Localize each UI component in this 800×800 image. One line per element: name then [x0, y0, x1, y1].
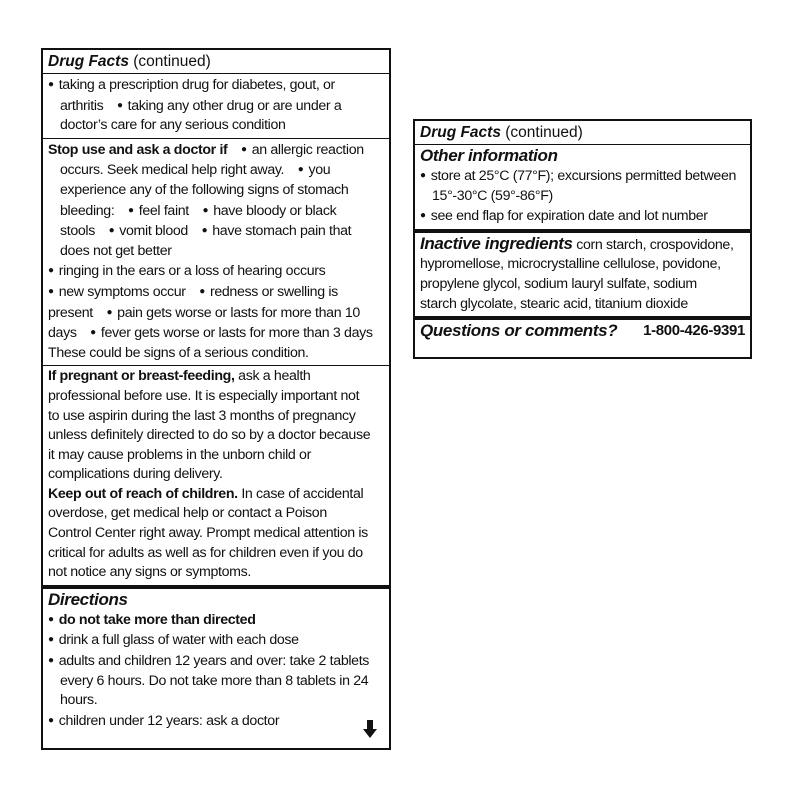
drug-facts-panel-right [413, 119, 752, 359]
inactive-ingredients-heading: Inactive ingredients [420, 233, 573, 253]
directions-section [43, 585, 389, 734]
text-line: Control Center right away. Prompt medical attention is [48, 525, 368, 542]
text-line: complications during delivery. [48, 466, 223, 483]
panel-title-suffix: (continued) [500, 124, 583, 141]
other-information-section [415, 145, 750, 229]
panel-header [415, 121, 750, 145]
directions-heading: Directions [48, 589, 128, 609]
text-line: arthritis [60, 97, 104, 114]
warnings-continued-section [43, 74, 389, 138]
bullet-item: ● adults and children 12 years and over: take 2 tablets [48, 653, 369, 669]
panel-title: Drug Facts [420, 124, 501, 141]
text-line: hours. [60, 692, 98, 709]
phone-number: 1-800-426-9391 [643, 322, 745, 340]
keep-out-heading: Keep out of reach of children. [48, 485, 238, 502]
text-line: unless definitely directed to do so by a doctor because [48, 427, 371, 444]
questions-section [415, 316, 750, 343]
bullet-item: ● feel faint [118, 203, 189, 219]
bullet-item: ● have bloody or black [192, 203, 336, 219]
text-line: propylene glycol, sodium lauryl sulfate, sodium [420, 275, 697, 292]
text-line: present [48, 304, 93, 321]
bullet-item: ● redness or swelling is [189, 284, 338, 300]
panel-title-suffix: (continued) [128, 53, 211, 70]
text-line: starch glycolate, stearic acid, titanium dioxide [420, 295, 688, 312]
bullet-item: ● you [288, 162, 331, 178]
text-line: In case of accidental [237, 485, 364, 502]
text-line: professional before use. It is especially important not [48, 387, 360, 404]
bullet-item: ● see end flap for expiration date and lot number [420, 208, 708, 224]
bullet-item: ● vomit blood [99, 223, 188, 239]
text-line: stools [60, 223, 95, 240]
text-line: not notice any signs or symptoms. [48, 564, 251, 581]
down-arrow-icon [363, 720, 377, 738]
text-line: it may cause problems in the unborn child or [48, 446, 311, 463]
stop-use-heading: Stop use and ask a doctor if [48, 141, 228, 158]
text-line: hypromellose, microcrystalline cellulose, povidone, [420, 256, 721, 273]
text-line: bleeding: [60, 202, 115, 219]
panel-header [43, 50, 389, 74]
pregnancy-heading: If pregnant or breast-feeding, [48, 368, 235, 385]
text-line: 15°-30°C (59°-86°F) [432, 187, 553, 204]
bullet-item: ● have stomach pain that [192, 223, 352, 239]
bullet-item: ● new symptoms occur [48, 284, 186, 300]
bullet-item: ● pain gets worse or lasts for more than 10 [96, 305, 359, 321]
text-line: every 6 hours. Do not take more than 8 tablets in 24 [60, 672, 369, 689]
bullet-item: ● do not take more than directed [48, 612, 256, 628]
text-line: These could be signs of a serious condition. [48, 344, 309, 361]
pregnancy-section [43, 365, 389, 585]
text-line: does not get better [60, 242, 172, 259]
text-line: corn starch, crospovidone, [572, 236, 734, 253]
other-information-heading: Other information [420, 146, 558, 165]
stop-use-section [43, 138, 389, 366]
bullet-item: ● store at 25°C (77°F); excursions permitted between [420, 168, 736, 184]
bullet-item: ● drink a full glass of water with each dose [48, 632, 299, 648]
bullet-item: ● children under 12 years: ask a doctor [48, 713, 279, 729]
text-line: ask a health [234, 368, 311, 385]
drug-facts-panel-left [41, 48, 391, 750]
panel-title: Drug Facts [48, 53, 129, 70]
text-line: occurs. Seek medical help right away. [60, 162, 285, 179]
bullet-item: ● taking any other drug or are under a [107, 98, 341, 114]
text-line: days [48, 325, 77, 342]
bullet-item: ● ringing in the ears or a loss of hearing occurs [48, 263, 325, 279]
text-line: critical for adults as well as for children even if you do [48, 544, 363, 561]
text-line: doctor’s care for any serious condition [60, 117, 286, 134]
inactive-ingredients-section [415, 229, 750, 316]
bullet-item: ● an allergic reaction [231, 142, 364, 158]
text-line: experience any of the following signs of stomach [60, 181, 349, 198]
text-line: overdose, get medical help or contact a Poison [48, 505, 327, 522]
text-line: to use aspirin during the last 3 months of pregnancy [48, 407, 356, 424]
questions-heading: Questions or comments? [420, 321, 618, 341]
bullet-item: ● taking a prescription drug for diabetes, gout, or [48, 77, 335, 93]
bullet-item: ● fever gets worse or lasts for more than 3 days [80, 325, 372, 341]
